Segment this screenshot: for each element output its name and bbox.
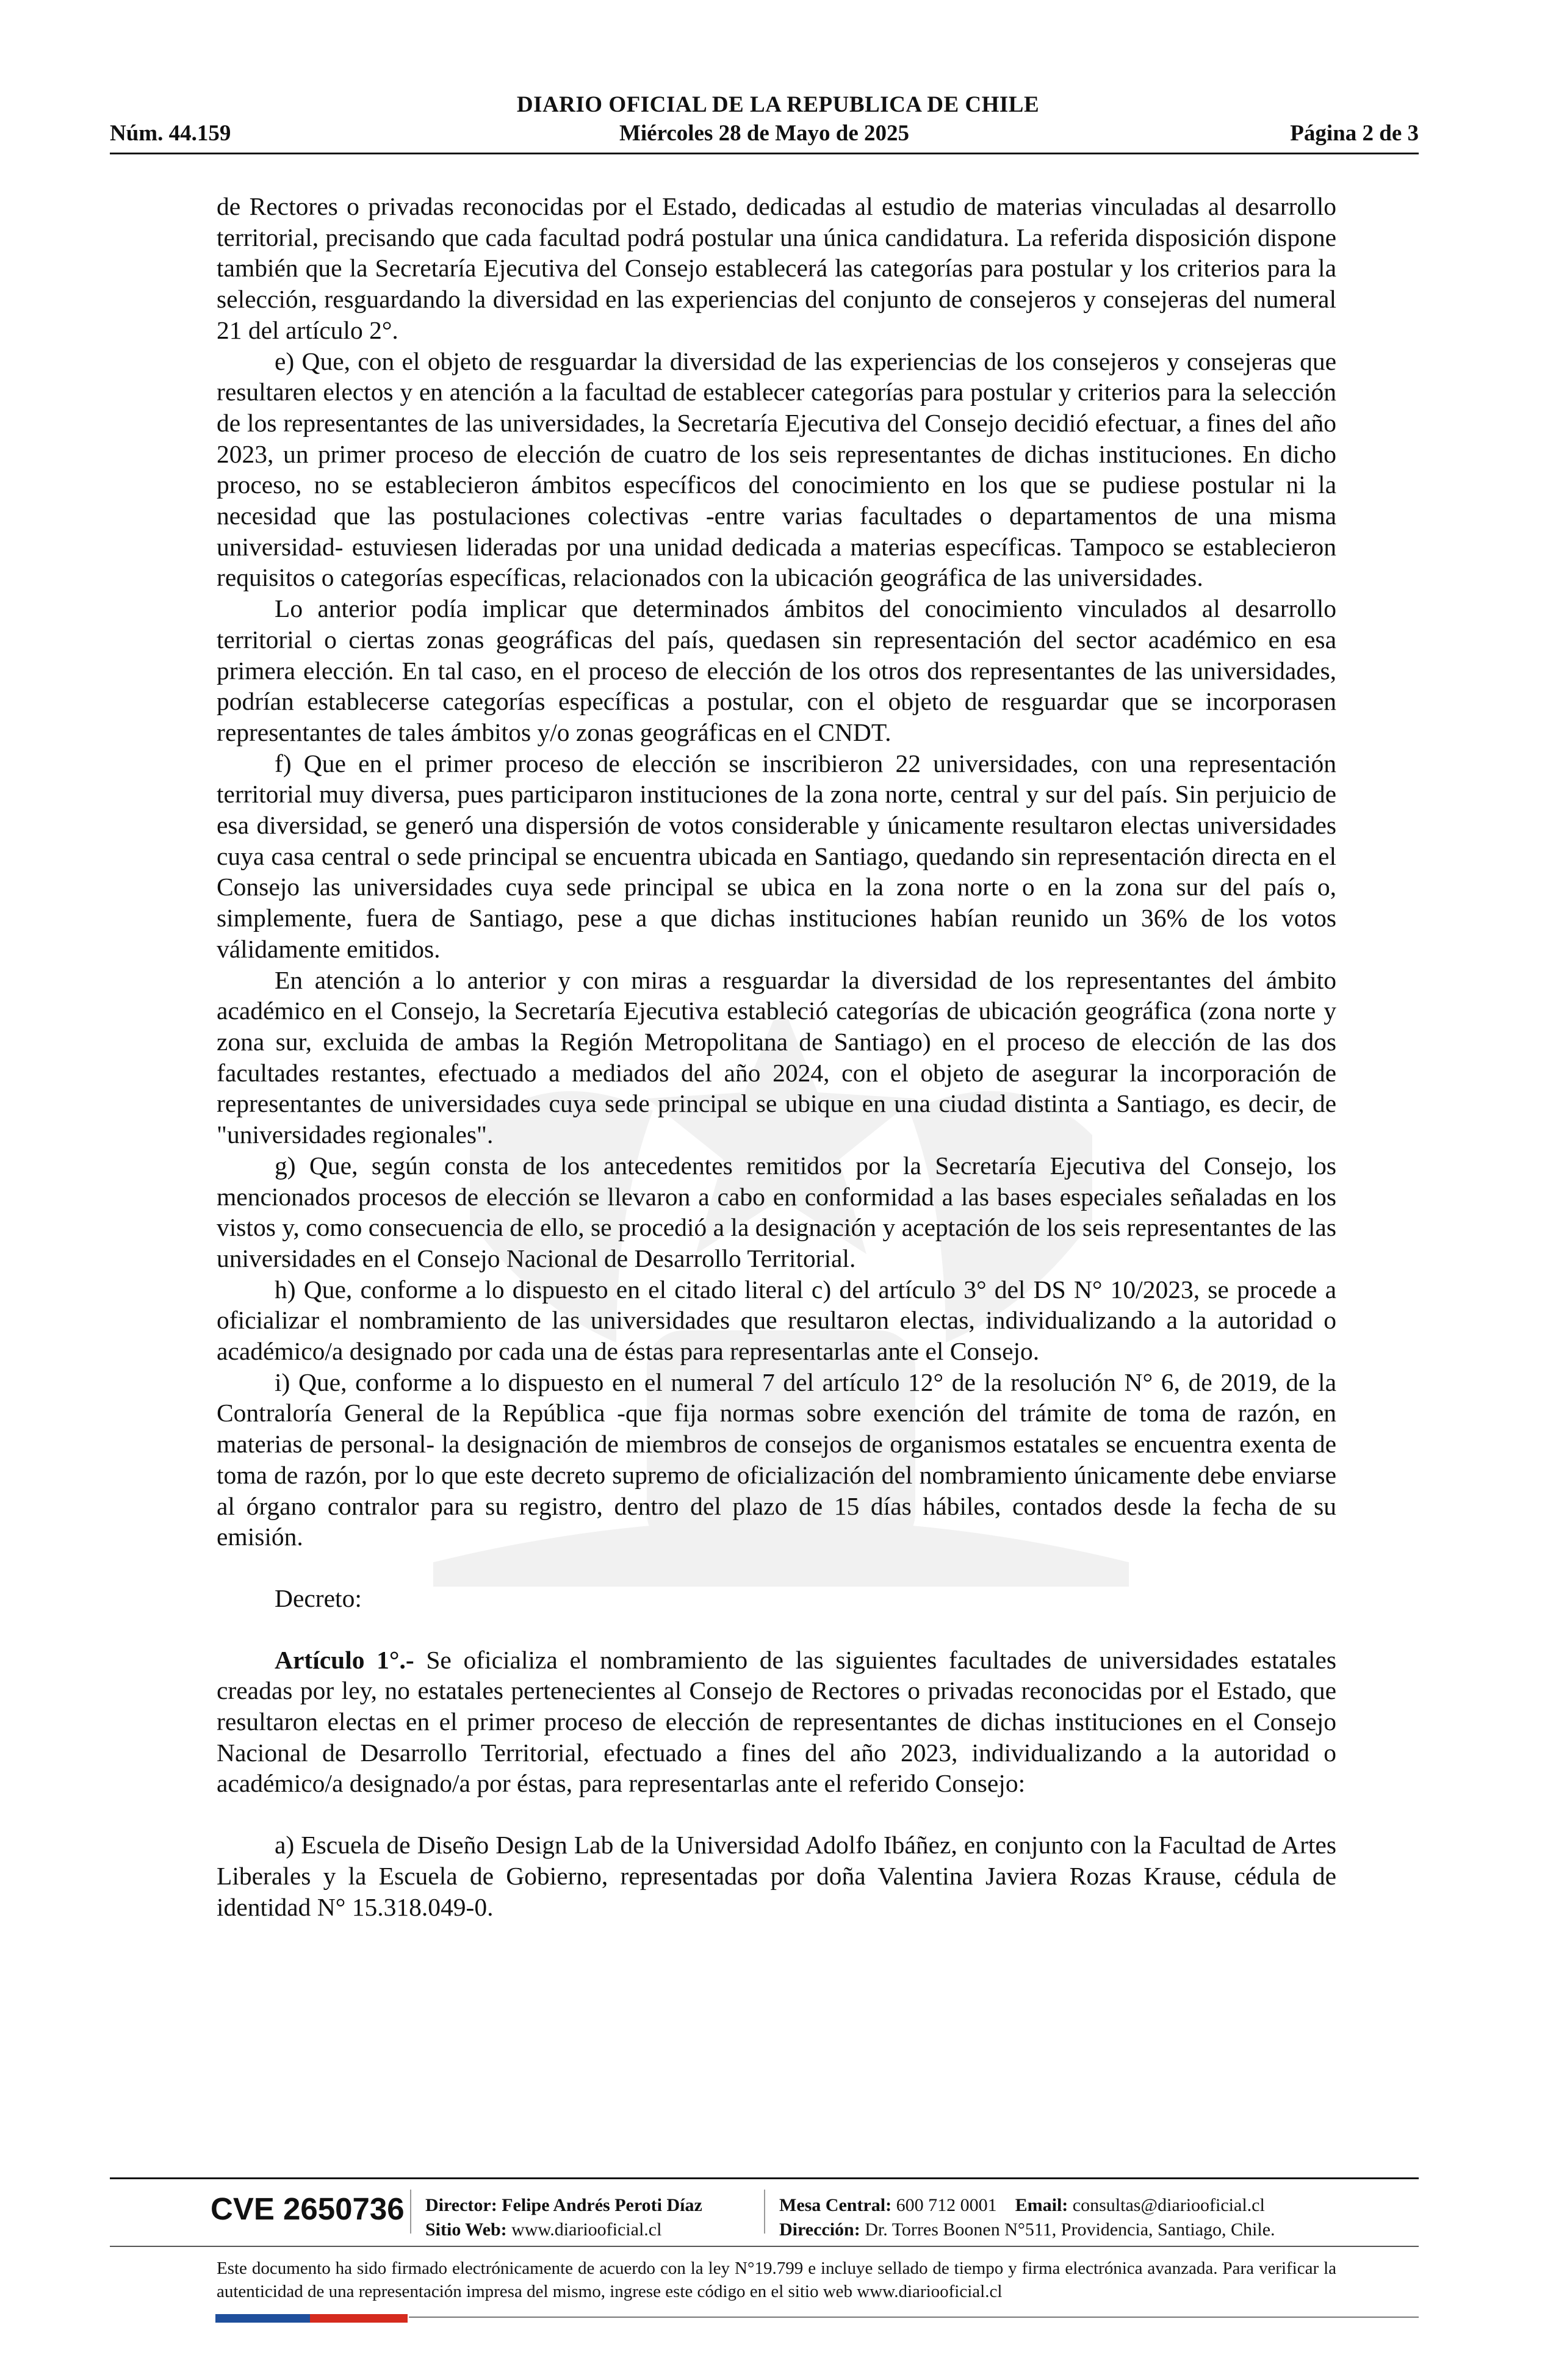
paragraph: h) Que, conforme a lo dispuesto en el citado literal c) del artículo 3° del DS N° 10/2023, se procede a oficializar el nombramiento de las universidades que resultaron electas, individualizando a la autoridad o académico/a designado por cada una de éstas para representarlas ante el Consejo. xyxy=(217,1275,1336,1366)
paragraph: f) Que en el primer proceso de elección se inscribieron 22 universidades, con una representación territorial muy diversa, pues participaron instituciones de la zona norte, central y sur del país. Sin perjuicio de esa diversidad, se generó una dispersión de votos considerable y únicamente resultaron electas universidades cuya casa central o sede principal se encuentra ubicada en Santiago, quedando sin representación directa en el Consejo las universidades cuya sede principal se ubica en la zona norte o en la zona sur del país o, simplemente, fuera de Santiago, pese a que dichas instituciones habían reunido un 36% de los votos válidamente emitidos. xyxy=(217,749,1336,963)
signature-note: Este documento ha sido firmado electrónicamente de acuerdo con la ley N°19.799 e incluye sellado de tiempo y firma electrónica avanzada. Para verificar la autenticidad de una representación impresa del mismo, ingrese este código en el sitio web www.diariooficial.cl xyxy=(217,2259,1336,2301)
article-label: Artículo 1°.- xyxy=(275,1645,414,1674)
footer-separator xyxy=(764,2190,765,2234)
flag-color-bar xyxy=(215,2314,408,2323)
article-text: Se oficializa el nombramiento de las siguientes facultades de universidades estatales creadas por ley, no estatales pertenecientes al Consejo de Rectores o privadas reconocidas por el Estado, que resultaron electas en el primer proceso de elección de representantes de dichas instituciones en el Consejo Nacional de Desarrollo Territorial, efectuado a fines del año 2023, individualizando a la autoridad o académico/a designado/a por éstas, para representarlas ante el referido Consejo: xyxy=(217,1645,1336,1798)
decree-heading: Decreto: xyxy=(275,1584,362,1612)
footer-director-block xyxy=(425,2193,702,2242)
paragraph: Lo anterior podía implicar que determinados ámbitos del conocimiento vinculados al desarrollo territorial o ciertas zonas geográficas del país, quedasen sin representación del sector académico en esa primera elección. En tal caso, en el proceso de elección de los otros dos representantes de las universidades, podrían establecerse categorías específicas a postular, con el objeto de resguardar que se incorporasen representantes de tales ámbitos y/o zonas geográficas en el CNDT. xyxy=(217,594,1336,746)
paragraph: En atención a lo anterior y con miras a resguardar la diversidad de los representantes del ámbito académico en el Consejo, la Secretaría Ejecutiva estableció categorías de ubicación geográfica (zona norte y zona sur, excluida de ambas la Región Metropolitana de Santiago) en el proceso de elección de las dos facultades restantes, efectuado a mediados del año 2024, con el objeto de asegurar la incorporación de representantes de universidades cuya sede principal se ubique en una ciudad distinta a Santiago, es decir, de "universidades regionales". xyxy=(217,965,1336,1149)
address-label: Dirección: xyxy=(779,2220,860,2240)
email-label: Email: xyxy=(1015,2195,1068,2215)
issue-date: Miércoles 28 de Mayo de 2025 xyxy=(619,121,910,146)
flag-red-segment xyxy=(310,2314,408,2323)
address-value: Dr. Torres Boonen N°511, Providencia, Santiago, Chile. xyxy=(860,2220,1275,2240)
paragraph: e) Que, con el objeto de resguardar la diversidad de las experiencias de los consejeros y consejeras que resultaren electos y en atención a la facultad de establecer categorías para postular y criterios para la selección de los representantes de las universidades, la Secretaría Ejecutiva del Consejo decidió efectuar, a fines del año 2023, un primer proceso de elección de cuatro de los seis representantes de dichas instituciones. En dicho proceso, no se establecieron ámbitos específicos del conocimiento en los que se pudiese postular ni la necesidad que las postulaciones colectivas -entre varias facultades o departamentos de una misma universidad- estuviesen lideradas por una unidad dedicada a materias específicas. Tampoco se establecieron requisitos o categorías específicas, relacionados con la ubicación geográfica de las universidades. xyxy=(217,347,1336,592)
header-row xyxy=(110,120,1419,150)
footer-divider xyxy=(110,2246,1419,2247)
paragraph: i) Que, conforme a lo dispuesto en el numeral 7 del artículo 12° de la resolución N° 6, de 2019, de la Contraloría General de la República -que fija normas sobre exención del trámite de toma de razón, en materias de personal- la designación de miembros de consejos de organismos estatales se encuentra exenta de toma de razón, por lo que este decreto supremo de oficialización del nombramiento únicamente debe enviarse al órgano contralor para su registro, dentro del plazo de 15 días hábiles, contados desde la fecha de su emisión. xyxy=(217,1368,1336,1551)
page-indicator: Página 2 de 3 xyxy=(1290,121,1419,146)
mesa-label: Mesa Central: xyxy=(779,2195,892,2215)
mesa-phone: 600 712 0001 xyxy=(891,2195,997,2215)
paragraph: de Rectores o privadas reconocidas por el Estado, dedicadas al estudio de materias vinculadas al desarrollo territorial, precisando que cada facultad podrá postular una única candidatura. La referida disposición dispone también que la Secretaría Ejecutiva del Consejo establecerá las categorías para postular y los criterios para la selección, resguardando la diversidad en las experiencias del conjunto de consejeros y consejeras del numeral 21 del artículo 2°. xyxy=(217,192,1336,344)
list-item: a) Escuela de Diseño Design Lab de la Universidad Adolfo Ibáñez, en conjunto con la Facultad de Artes Liberales y la Escuela de Gobierno, representadas por doña Valentina Javiera Rozas Krause, cédula de identidad N° 15.318.049-0. xyxy=(217,1831,1336,1921)
issue-number: Núm. 44.159 xyxy=(110,121,231,146)
flag-blue-segment xyxy=(215,2314,310,2323)
footer-divider xyxy=(110,2177,1419,2179)
site-label: Sitio Web: xyxy=(425,2220,507,2240)
site-link[interactable]: www.diariooficial.cl xyxy=(506,2220,662,2240)
paragraph: g) Que, según consta de los antecedentes remitidos por la Secretaría Ejecutiva del Consejo, los mencionados procesos de elección se llevaron a cabo en conformidad a las bases especiales señaladas en los vistos y, como consecuencia de ello, se procedió a la designación y aceptación de los seis representantes de las universidades en el Consejo Nacional de Desarrollo Territorial. xyxy=(217,1151,1336,1272)
director-name: Felipe Andrés Peroti Díaz xyxy=(497,2195,702,2215)
cve-code: CVE 2650736 xyxy=(211,2191,405,2226)
document-body xyxy=(217,191,1336,1922)
article-paragraph xyxy=(217,1645,1336,1800)
header-divider xyxy=(110,153,1419,154)
director-label: Director: xyxy=(425,2195,497,2215)
footer-contact-block xyxy=(779,2193,1275,2242)
newspaper-title: DIARIO OFICIAL DE LA REPUBLICA DE CHILE xyxy=(516,92,1040,117)
email-link[interactable]: consultas@diariooficial.cl xyxy=(1068,2195,1265,2215)
footer-bottom-rule xyxy=(409,2317,1419,2318)
footer-separator xyxy=(410,2190,411,2234)
